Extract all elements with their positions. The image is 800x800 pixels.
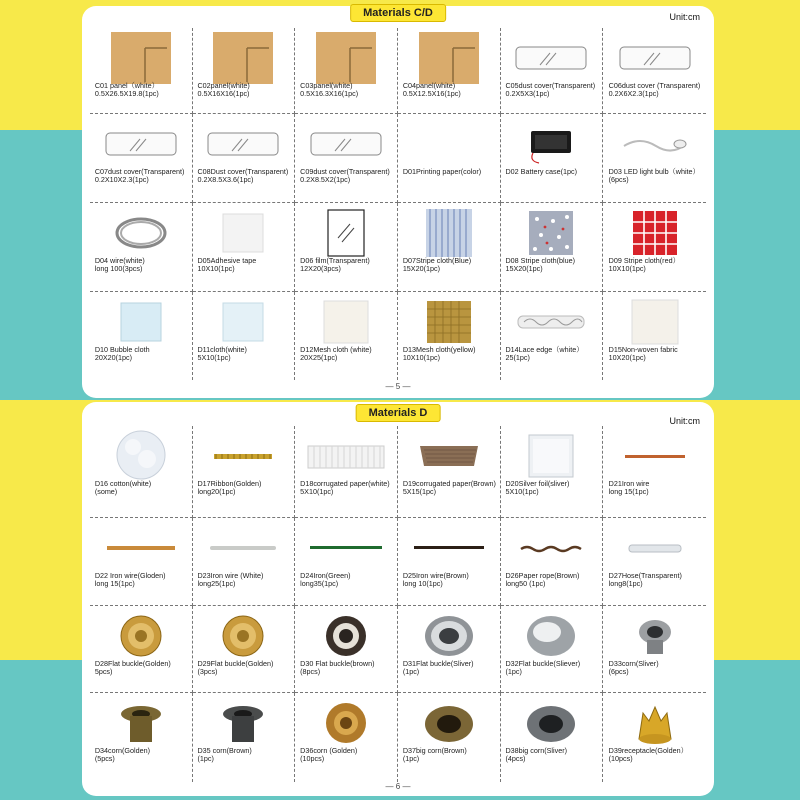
material-name: C08Dust cover(Transparent) xyxy=(197,167,289,176)
iron-wire-red-icon xyxy=(603,426,706,480)
material-spec: 10X10(1pc) xyxy=(608,264,646,274)
material-spec: 5X10(1pc) xyxy=(197,353,231,363)
material-name: D16 cotton(white) xyxy=(94,479,152,488)
materials-grid xyxy=(90,426,706,782)
material-spec: long25(1pc) xyxy=(197,579,236,589)
material-spec: (5pcs) xyxy=(94,754,115,764)
flat-buckle-brown-icon xyxy=(295,606,397,660)
material-spec: 0.2X5X3(1pc) xyxy=(505,89,550,99)
iron-wire-white-icon xyxy=(193,518,295,572)
material-spec: (1pc) xyxy=(402,754,420,764)
material-spec: (1pc) xyxy=(505,667,522,677)
non-woven-fabric-icon xyxy=(603,292,706,346)
material-spec: long50 (1pc) xyxy=(505,579,546,589)
material-item xyxy=(501,606,604,693)
material-item xyxy=(501,203,604,292)
material-name: D12Mesh cloth (white) xyxy=(300,345,372,354)
material-spec: 10X10(1pc) xyxy=(402,353,440,363)
wire-coil-icon xyxy=(90,203,192,257)
material-name: D01Printing paper(color) xyxy=(402,167,482,176)
material-name: C01 panel（white） xyxy=(94,81,159,90)
material-item xyxy=(295,28,398,114)
material-name: D39receptacle(Golden） xyxy=(608,746,688,755)
material-name: D07Stripe cloth(Blue) xyxy=(402,256,472,265)
page-title: Materials D xyxy=(356,404,441,422)
material-item xyxy=(603,518,706,606)
cotton-ball-icon xyxy=(90,426,192,480)
big-corn-silver-icon xyxy=(501,693,603,747)
material-spec: (some) xyxy=(94,487,118,497)
lace-edge-icon xyxy=(501,292,603,346)
material-name: D38big corn(Sliver) xyxy=(505,746,567,755)
material-name: C03panel(white) xyxy=(300,81,353,90)
material-name: D33corn(Sliver) xyxy=(608,659,659,668)
material-spec: 0.2X8.5X3.6(1pc) xyxy=(197,175,254,185)
material-item xyxy=(501,426,604,518)
material-name: D32Flat buckle(Sliever) xyxy=(505,659,581,668)
material-item xyxy=(398,426,501,518)
mesh-cloth-yellow-icon xyxy=(398,292,500,346)
material-name: D20Silver foil(sliver) xyxy=(505,479,570,488)
material-spec: (3pcs) xyxy=(197,667,218,677)
material-item xyxy=(193,606,296,693)
flat-buckle-silver-dome-icon xyxy=(501,606,603,660)
page-number: — 6 — xyxy=(385,782,411,791)
big-corn-brown-icon xyxy=(398,693,500,747)
corrugated-white-icon xyxy=(295,426,397,480)
material-name: C02panel(white) xyxy=(197,81,250,90)
material-spec: (10pcs) xyxy=(300,754,325,764)
material-item xyxy=(603,203,706,292)
material-item xyxy=(193,518,296,606)
material-item xyxy=(603,114,706,203)
materials-page-cd xyxy=(82,6,714,398)
material-spec: (6pcs) xyxy=(608,667,629,677)
material-name: D09 Stripe cloth(red） xyxy=(608,256,680,265)
material-item xyxy=(193,292,296,380)
material-spec: long 10(1pc) xyxy=(402,579,443,589)
bubble-cloth-icon xyxy=(90,292,192,346)
material-item xyxy=(193,203,296,292)
material-name: D19corrugated paper(Brown) xyxy=(402,479,496,488)
wood-panel-icon xyxy=(295,28,397,82)
receptacle-golden-icon xyxy=(603,693,706,747)
golden-ribbon-icon xyxy=(193,426,295,480)
material-item xyxy=(501,518,604,606)
flat-buckle-golden-icon xyxy=(90,606,192,660)
blank-icon xyxy=(398,114,500,168)
led-bulb-icon xyxy=(603,114,706,168)
material-item xyxy=(90,292,193,380)
material-name: D04 wire(white) xyxy=(94,256,145,265)
material-name: D17Ribbon(Golden) xyxy=(197,479,262,488)
material-name: D15Non-woven fabric xyxy=(608,345,678,354)
material-spec: 0.5X26.5X19.8(1pc) xyxy=(94,89,159,99)
material-name: C05dust cover(Transparent) xyxy=(505,81,596,90)
material-name: D05Adhesive tape xyxy=(197,256,257,265)
iron-wire-green-icon xyxy=(295,518,397,572)
material-name: C09dust cover(Transparent) xyxy=(300,167,390,176)
material-item xyxy=(603,292,706,380)
material-spec: long20(1pc) xyxy=(197,487,236,497)
material-item xyxy=(398,292,501,380)
hose-icon xyxy=(603,518,706,572)
materials-page-d xyxy=(82,402,714,796)
material-item xyxy=(603,28,706,114)
material-spec: (4pcs) xyxy=(505,754,526,764)
dust-cover-icon xyxy=(295,114,397,168)
material-item xyxy=(501,693,604,782)
material-item xyxy=(90,426,193,518)
material-name: D13Mesh cloth(yellow) xyxy=(402,345,476,354)
dust-cover-icon xyxy=(603,28,706,82)
mesh-cloth-white-icon xyxy=(295,292,397,346)
material-name: D10 Bubble cloth xyxy=(94,345,150,354)
material-spec: (1pc) xyxy=(197,754,214,764)
material-name: D26Paper rope(Brown) xyxy=(505,571,580,580)
material-item xyxy=(501,28,604,114)
material-name: D36corn (Golden) xyxy=(300,746,358,755)
material-item xyxy=(90,203,193,292)
page-number: — 5 — xyxy=(385,382,411,391)
material-item xyxy=(398,518,501,606)
material-item xyxy=(295,693,398,782)
material-spec: 5X10(1pc) xyxy=(300,487,334,497)
material-name: D34corn(Golden) xyxy=(94,746,150,755)
materials-grid xyxy=(90,28,706,380)
corn-brown-icon xyxy=(193,693,295,747)
material-spec: long 15(1pc) xyxy=(608,487,649,497)
material-name: D31Flat buckle(Sliver) xyxy=(402,659,474,668)
material-name: D02 Battery case(1pc) xyxy=(505,167,577,176)
material-name: D35 corn(Brown) xyxy=(197,746,252,755)
material-name: C07dust cover(Transparent) xyxy=(94,167,185,176)
battery-case-icon xyxy=(501,114,603,168)
material-spec: 0.2X10X2.3(1pc) xyxy=(94,175,149,185)
material-spec: (8pcs) xyxy=(300,667,321,677)
material-name: D29Flat buckle(Golden) xyxy=(197,659,274,668)
paper-rope-icon xyxy=(501,518,603,572)
material-spec: 0.5X16.3X16(1pc) xyxy=(300,89,359,99)
material-spec: 0.5X16X16(1pc) xyxy=(197,89,250,99)
dust-cover-icon xyxy=(501,28,603,82)
material-spec: 0.2X6X2.3(1pc) xyxy=(608,89,659,99)
material-name: D21Iron wire xyxy=(608,479,650,488)
material-item xyxy=(90,114,193,203)
corrugated-brown-icon xyxy=(398,426,500,480)
wood-panel-icon xyxy=(90,28,192,82)
material-name: D30 Flat buckle(brown) xyxy=(300,659,375,668)
material-name: D08 Stripe cloth(blue) xyxy=(505,256,575,265)
iron-wire-brown-icon xyxy=(398,518,500,572)
material-item xyxy=(90,606,193,693)
material-item xyxy=(295,518,398,606)
material-item xyxy=(603,426,706,518)
material-spec: long35(1pc) xyxy=(300,579,339,589)
blue-pattern-cloth-icon xyxy=(501,203,603,257)
material-spec: 25(1pc) xyxy=(505,353,530,363)
material-item xyxy=(501,292,604,380)
material-item xyxy=(90,518,193,606)
material-spec: 0.5X12.5X16(1pc) xyxy=(402,89,461,99)
material-item xyxy=(193,114,296,203)
material-name: D37big corn(Brown) xyxy=(402,746,467,755)
material-spec: 10X10(1pc) xyxy=(197,264,235,274)
corn-silver-icon xyxy=(603,606,706,660)
material-spec: 15X20(1pc) xyxy=(505,264,543,274)
material-item xyxy=(295,292,398,380)
red-check-cloth-icon xyxy=(603,203,706,257)
adhesive-tape-icon xyxy=(193,203,295,257)
material-item xyxy=(501,114,604,203)
material-item xyxy=(295,203,398,292)
unit-label: Unit:cm xyxy=(669,12,700,22)
material-name: D11cloth(white) xyxy=(197,345,247,354)
material-item xyxy=(398,693,501,782)
material-item xyxy=(398,606,501,693)
material-item xyxy=(295,606,398,693)
material-name: D27Hose(Transparent) xyxy=(608,571,682,580)
material-name: D18corrugated paper(white) xyxy=(300,479,390,488)
material-name: C06dust cover (Transparent) xyxy=(608,81,701,90)
material-item xyxy=(193,426,296,518)
material-spec: 5pcs) xyxy=(94,667,113,677)
material-item xyxy=(90,28,193,114)
material-name: D06 film(Transparent) xyxy=(300,256,370,265)
unit-label: Unit:cm xyxy=(669,416,700,426)
material-spec: 12X20(3pcs) xyxy=(300,264,341,274)
material-name: D03 LED light bulb（white） xyxy=(608,167,700,176)
material-item xyxy=(398,28,501,114)
blue-stripe-cloth-icon xyxy=(398,203,500,257)
material-item xyxy=(193,693,296,782)
material-spec: 20X25(1pc) xyxy=(300,353,338,363)
material-item xyxy=(398,203,501,292)
material-name: D14Lace edge（white） xyxy=(505,345,584,354)
material-name: D28Flat buckle(Golden) xyxy=(94,659,171,668)
material-item xyxy=(603,606,706,693)
material-item xyxy=(295,426,398,518)
material-spec: long8(1pc) xyxy=(608,579,643,589)
material-name: D23Iron wire (White) xyxy=(197,571,264,580)
material-spec: (1pc) xyxy=(402,667,420,677)
material-spec: 5X15(1pc) xyxy=(402,487,436,497)
material-spec: 15X20(1pc) xyxy=(402,264,440,274)
dust-cover-icon xyxy=(193,114,295,168)
material-name: D24Iron(Green) xyxy=(300,571,351,580)
wood-panel-icon xyxy=(398,28,500,82)
material-spec: long 100(3pcs) xyxy=(94,264,143,274)
material-spec: long 15(1pc) xyxy=(94,579,135,589)
corn-golden-flat-icon xyxy=(295,693,397,747)
wood-panel-icon xyxy=(193,28,295,82)
material-item xyxy=(398,114,501,203)
material-spec: (10pcs) xyxy=(608,754,633,764)
corn-golden-icon xyxy=(90,693,192,747)
white-cloth-icon xyxy=(193,292,295,346)
material-spec: 0.2X8.5X2(1pc) xyxy=(300,175,351,185)
dust-cover-icon xyxy=(90,114,192,168)
material-spec: 20X20(1pc) xyxy=(94,353,132,363)
iron-wire-golden-icon xyxy=(90,518,192,572)
page-title: Materials C/D xyxy=(350,4,446,22)
material-spec: (6pcs) xyxy=(608,175,629,185)
flat-buckle-silver-icon xyxy=(398,606,500,660)
silver-foil-icon xyxy=(501,426,603,480)
material-item xyxy=(193,28,296,114)
material-item xyxy=(90,693,193,782)
film-icon xyxy=(295,203,397,257)
material-item xyxy=(603,693,706,782)
material-item xyxy=(295,114,398,203)
material-spec: 5X10(1pc) xyxy=(505,487,539,497)
material-name: C04panel(white) xyxy=(402,81,456,90)
material-spec: 10X20(1pc) xyxy=(608,353,646,363)
material-name: D25Iron wire(Brown) xyxy=(402,571,469,580)
flat-buckle-golden-icon xyxy=(193,606,295,660)
material-name: D22 Iron wire(Gloden) xyxy=(94,571,166,580)
